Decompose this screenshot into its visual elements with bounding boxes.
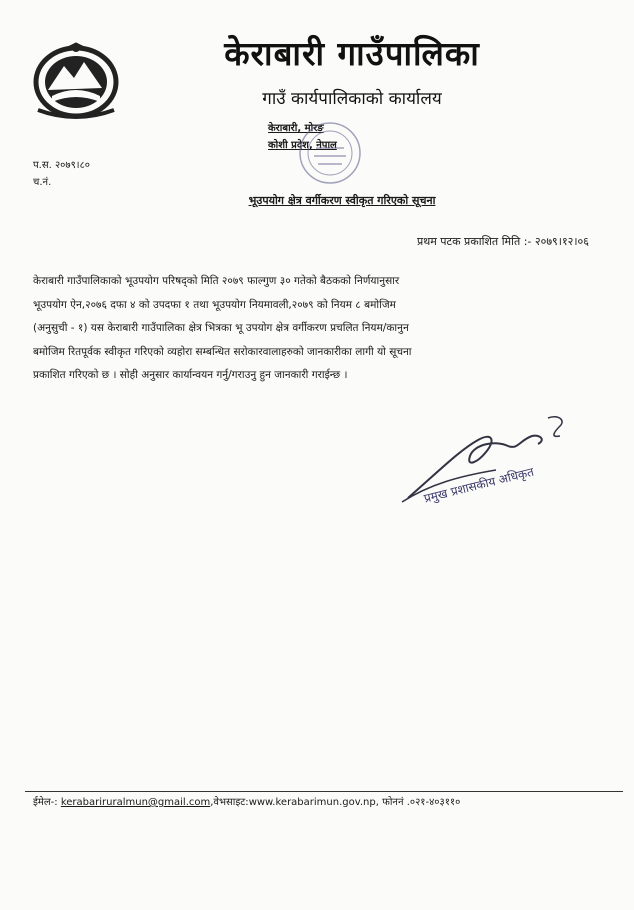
notice-body-line: बमोजिम रितपूर्वक स्वीकृत गरिएको व्यहोरा सम्बन्धित सरोकारवालाहरुको जानकारीका लागी यो सूचना bbox=[33, 345, 412, 358]
notice-body bbox=[33, 270, 605, 388]
address-line-2: कोशी प्रदेश, नेपाल bbox=[268, 140, 337, 151]
notice-body-line: भूउपयोग ऐन,२०७६ दफा ४ को उपदफा १ तथा भूउपयोग नियमावली,२०७९ को नियम ८ बमोजिम bbox=[33, 298, 396, 311]
office-subtitle: गाउँ कार्यपालिकाको कार्यालय bbox=[262, 89, 442, 109]
footer-divider bbox=[25, 791, 623, 792]
website-label: ,वेभसाइट: bbox=[210, 797, 249, 808]
phone-number: .०२१-४०३११० bbox=[406, 797, 461, 808]
office-stamp-icon bbox=[290, 118, 370, 188]
website-link[interactable]: www.kerabarimun.gov.np bbox=[248, 797, 376, 808]
signatory-title: प्रमुख प्रशासकीय अधिकृत bbox=[422, 464, 536, 506]
phone-label: , फोननं bbox=[375, 797, 404, 808]
notice-body-line: केराबारी गाउँपालिकाको भूउपयोग परिषद्को मिति २०७९ फाल्गुण ३० गतेको बैठकको निर्णयानुसार bbox=[33, 275, 400, 287]
footer-contact bbox=[33, 794, 460, 808]
dispatch-number: च.नं. bbox=[33, 177, 52, 188]
office-name: केराबारी गाउँपालिका bbox=[224, 34, 480, 73]
address-line-1: केराबारी, मोरङ bbox=[268, 123, 324, 134]
notice-title: भूउपयोग क्षेत्र वर्गीकरण स्वीकृत गरिएको सूचना bbox=[248, 194, 436, 207]
notice-body-line: (अनुसुची - १) यस केराबारी गाउँपालिका क्षेत्र भित्रका भू उपयोग क्षेत्र वर्गीकरण प्रचलित नियम/कानुन bbox=[33, 322, 409, 334]
email-link[interactable]: kerabariruralmun@gmail.com bbox=[60, 797, 211, 808]
reference-number: प.स. २०७९।८० bbox=[33, 160, 90, 171]
email-label: ईमेल-: bbox=[33, 797, 58, 808]
notice-body-line: प्रकाशित गरिएको छ । सोही अनुसार कार्यान्वयन गर्नु/गराउनु हुन जानकारी गराईन्छ । bbox=[33, 369, 348, 381]
published-date: प्रथम पटक प्रकाशित मिति :- २०७९।१२।०६ bbox=[416, 235, 589, 248]
